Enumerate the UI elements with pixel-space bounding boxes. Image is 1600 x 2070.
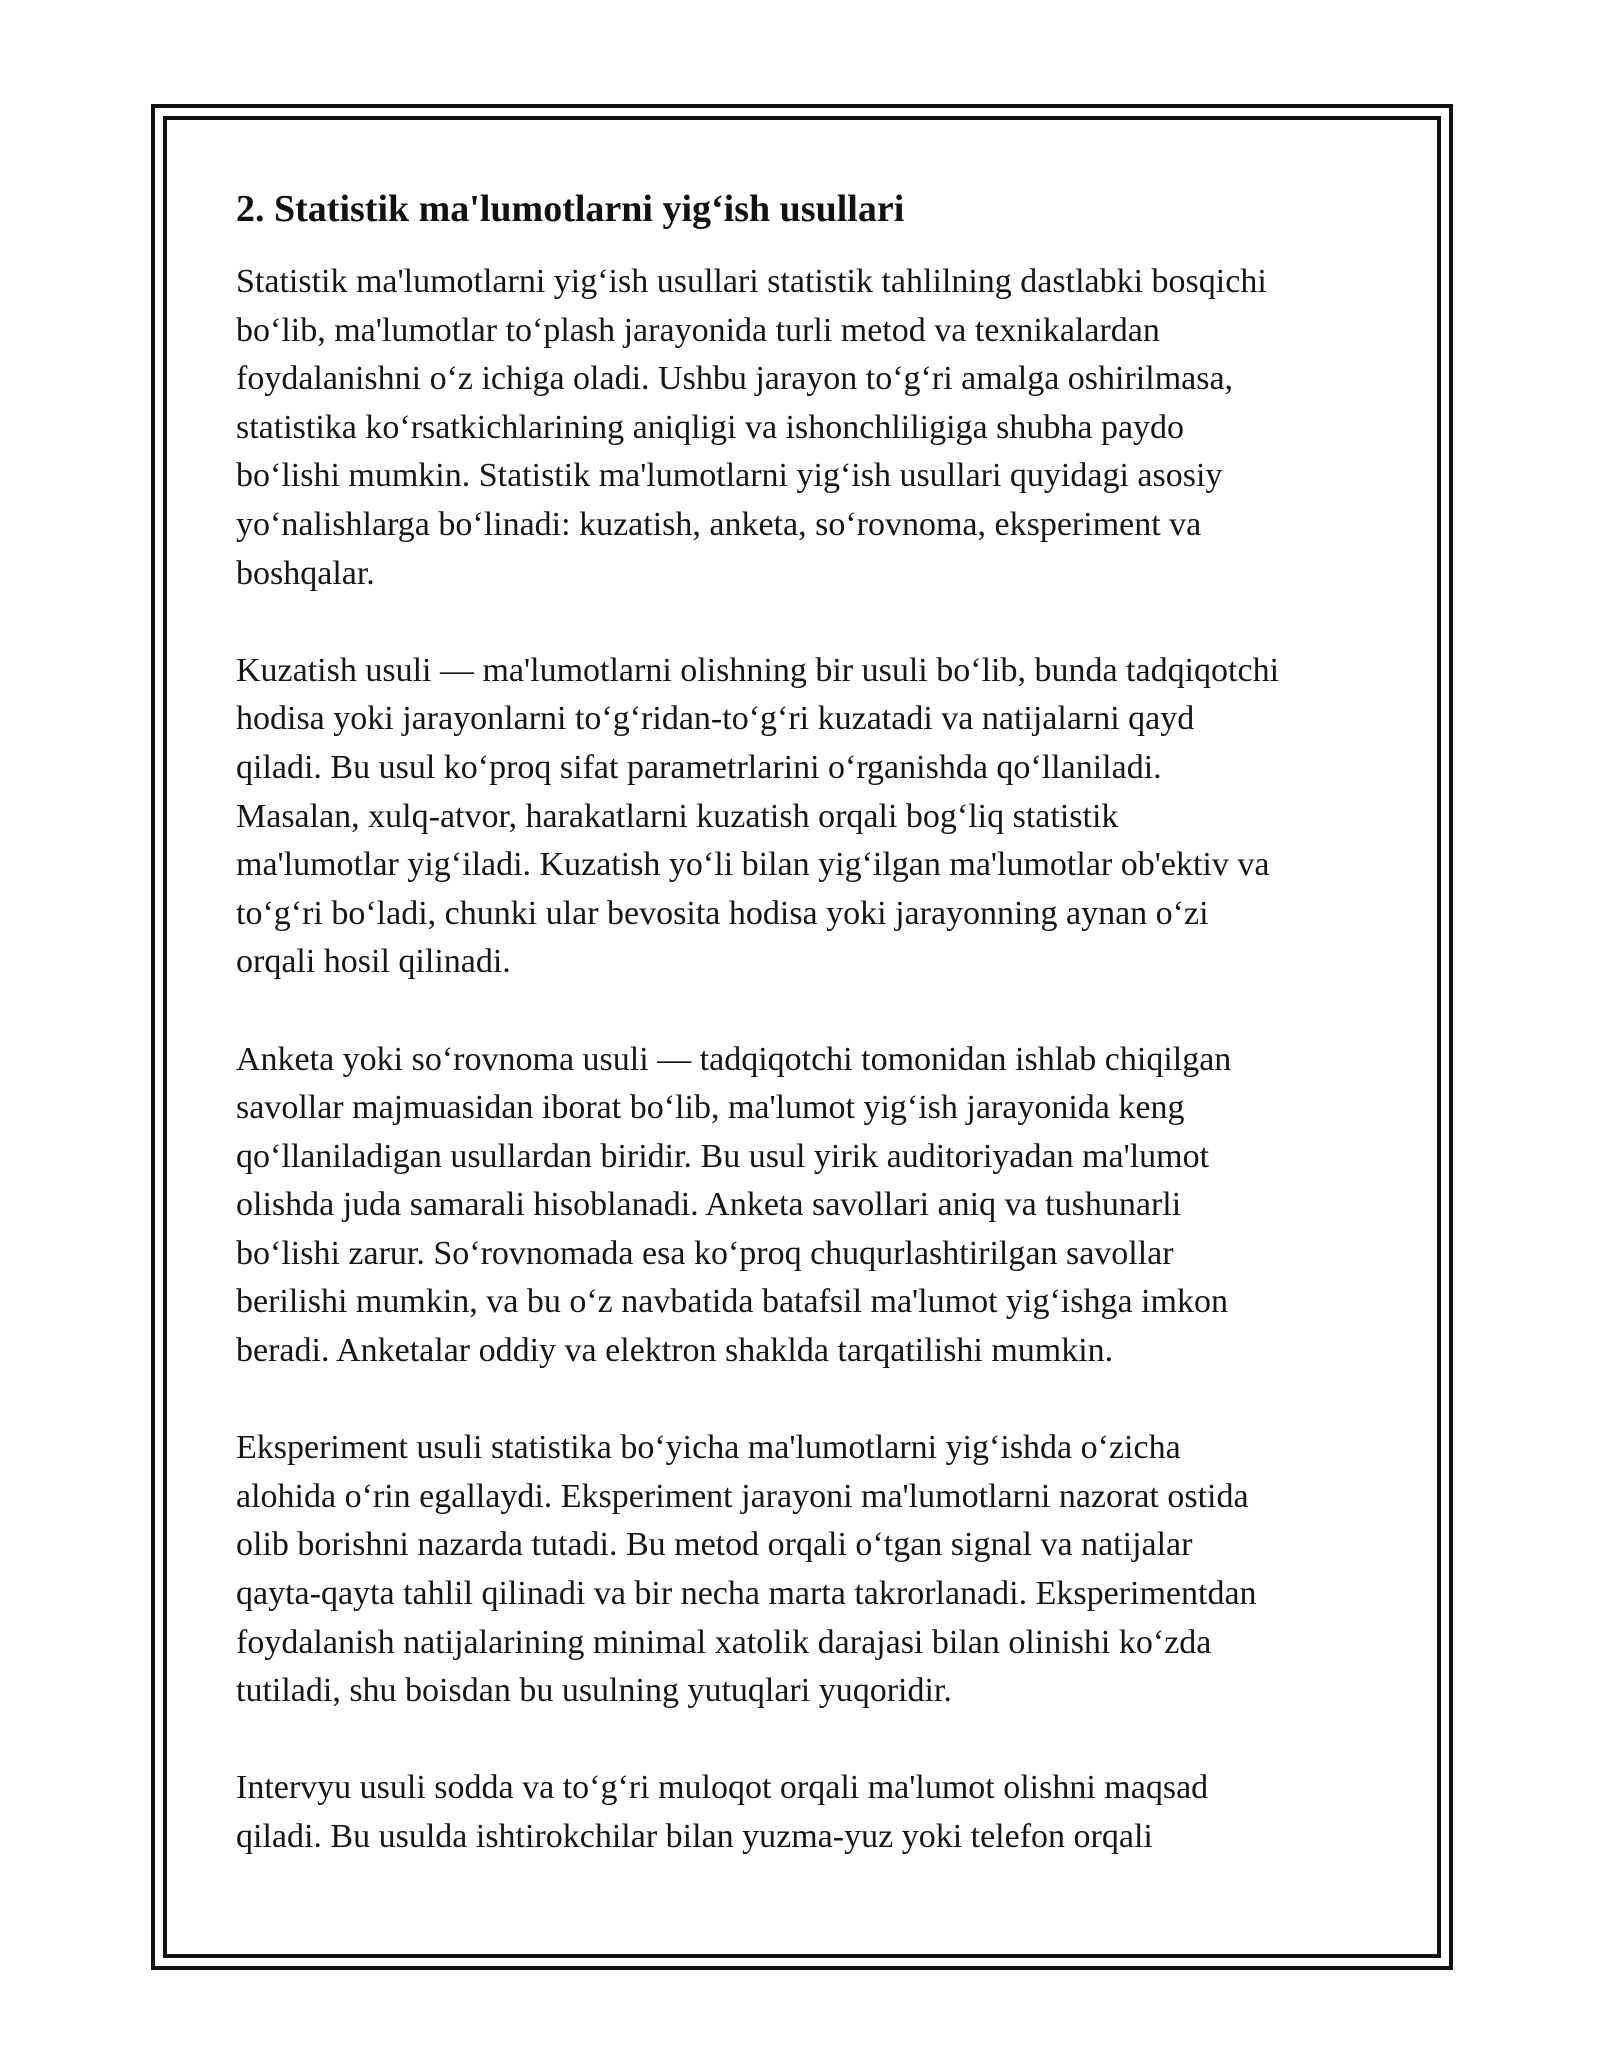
text-line: Kuzatish usuli — ma'lumotlarni olishning bir usuli bo‘lib, bunda tadqiqotchi xyxy=(236,651,1280,689)
text-line: bo‘lib, ma'lumotlar to‘plash jarayonida turli metod va texnikalardan xyxy=(236,311,1160,349)
text-line: qiladi. Bu usul ko‘proq sifat parametrlarini o‘rganishda qo‘llaniladi. xyxy=(236,748,1162,786)
text-line: berilishi mumkin, va bu o‘z navbatida batafsil ma'lumot yig‘ishga imkon xyxy=(236,1283,1228,1321)
text-line: bo‘lishi zarur. So‘rovnomada esa ko‘proq chuqurlashtirilgan savollar xyxy=(236,1234,1174,1272)
text-line: orqali hosil qilinadi. xyxy=(236,943,511,981)
text-line: Statistik ma'lumotlarni yig‘ish usullari statistik tahlilning dastlabki bosqichi xyxy=(236,263,1267,300)
paragraph-interview-method xyxy=(236,1764,1386,1861)
paragraph-survey-method xyxy=(236,1036,1386,1376)
text-line: ma'lumotlar yig‘iladi. Kuzatish yo‘li bilan yig‘ilgan ma'lumotlar ob'ektiv va xyxy=(236,846,1270,884)
paragraph-experiment-method xyxy=(236,1424,1386,1716)
text-line: alohida o‘rin egallaydi. Eksperiment jarayoni ma'lumotlarni nazorat ostida xyxy=(236,1477,1249,1515)
text-line: savollar majmuasidan iborat bo‘lib, ma'lumot yig‘ish jarayonida keng xyxy=(236,1089,1185,1127)
text-line: boshqalar. xyxy=(236,554,375,592)
text-line: qo‘llaniladigan usullardan biridir. Bu usul yirik auditoriyadan ma'lumot xyxy=(236,1137,1210,1175)
text-line: Eksperiment usuli statistika bo‘yicha ma'lumotlarni yig‘ishda o‘zicha xyxy=(236,1429,1181,1467)
text-line: statistika ko‘rsatkichlarining aniqligi va ishonchliligiga shubha paydo xyxy=(236,408,1185,446)
paragraph-intro xyxy=(236,258,1386,598)
text-line: olib borishni nazarda tutadi. Bu metod orqali o‘tgan signal va natijalar xyxy=(236,1526,1193,1564)
text-line: to‘g‘ri bo‘ladi, chunki ular bevosita hodisa yoki jarayonning aynan o‘zi xyxy=(236,894,1209,932)
text-line: foydalanish natijalarining minimal xatolik darajasi bilan olinishi ko‘zda xyxy=(236,1623,1212,1661)
text-line: tutiladi, shu boisdan bu usulning yutuqlari yuqoridir. xyxy=(236,1672,952,1710)
text-line: beradi. Anketalar oddiy va elektron shaklda tarqatilishi mumkin. xyxy=(236,1332,1114,1370)
text-line: qiladi. Bu usulda ishtirokchilar bilan yuzma-yuz yoki telefon orqali xyxy=(236,1818,1153,1855)
text-line: Anketa yoki so‘rovnoma usuli — tadqiqotchi tomonidan ishlab chiqilgan xyxy=(236,1040,1232,1078)
text-line: Masalan, xulq-atvor, harakatlarni kuzatish orqali bog‘liq statistik xyxy=(236,797,1119,835)
document-body xyxy=(236,186,1386,1862)
paragraph-observation-method xyxy=(236,647,1386,987)
section-heading: 2. Statistik ma'lumotlarni yig‘ish usullari xyxy=(236,188,905,230)
text-line: yo‘nalishlarga bo‘linadi: kuzatish, anketa, so‘rovnoma, eksperiment va xyxy=(236,505,1202,543)
text-line: olishda juda samarali hisoblanadi. Anketa savollari aniq va tushunarli xyxy=(236,1186,1182,1224)
text-line: bo‘lishi mumkin. Statistik ma'lumotlarni yig‘ish usullari quyidagi asosiy xyxy=(236,457,1223,495)
text-line: hodisa yoki jarayonlarni to‘g‘ridan-to‘g‘ri kuzatadi va natijalarni qayd xyxy=(236,700,1195,738)
text-line: qayta-qayta tahlil qilinadi va bir necha marta takrorlanadi. Eksperimentdan xyxy=(236,1575,1257,1613)
text-line: Intervyu usuli sodda va to‘g‘ri muloqot orqali ma'lumot olishni maqsad xyxy=(236,1769,1209,1807)
text-line: foydalanishni o‘z ichiga oladi. Ushbu jarayon to‘g‘ri amalga oshirilmasa, xyxy=(236,360,1234,398)
